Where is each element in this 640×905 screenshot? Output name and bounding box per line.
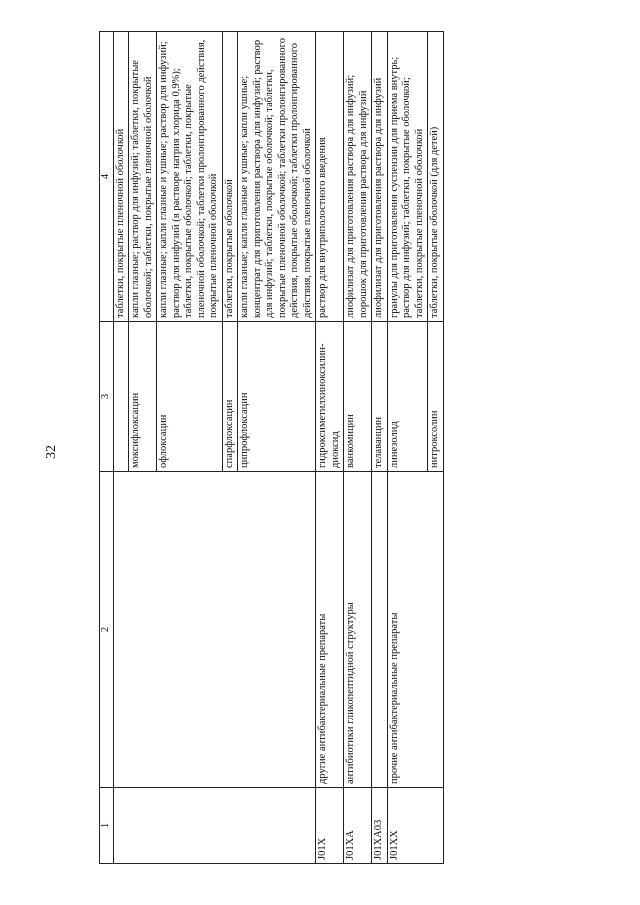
dosage-form-cell: таблетки, покрытые пленочной оболочкой: [113, 32, 129, 322]
drug-name-cell: [113, 322, 129, 472]
dosage-form-cell: капли глазные; раствор для инфузий; таблетки, покрытые оболочкой; таблетки, покрытые пленочной оболочкой: [129, 32, 157, 322]
group-name-cell: [222, 472, 238, 788]
table-row: [113, 32, 129, 864]
atc-code-cell: J01XX: [387, 788, 428, 864]
dosage-form-cell: лиофилизат для приготовления раствора для инфузий; порошок для приготовления раствора для инфузий: [344, 32, 372, 322]
group-name-cell: [238, 472, 316, 788]
dosage-form-cell: таблетки, покрытые оболочкой (для детей): [428, 32, 444, 322]
col-header-1: 1: [100, 788, 114, 864]
group-name-cell: антибиотики гликопептидной структуры: [344, 472, 372, 788]
dosage-form-cell: капли глазные; капли глазные и ушные; раствор для инфузий; раствор для инфузий (в растворе натрия хлорида 0,9%); таблетки, покрытые оболочкой; таблетки, покрытые пленочной оболочкой; таблетки пролонгированного действия, покрытые пленочной оболочкой: [157, 32, 223, 322]
dosage-form-cell: раствор для внутриполостного введения: [316, 32, 344, 322]
table-row: [372, 32, 388, 864]
drug-name-cell: моксифлоксацин: [129, 322, 157, 472]
group-name-cell: другие антибактериальные препараты: [316, 472, 344, 788]
dosage-form-cell: капли глазные; капли глазные и ушные; капли ушные; концентрат для приготовления раствора для инфузий; раствор для инфузий; таблетки, покрытые оболочкой; таблетки, покрытые пленочной оболочкой; таблетки пролонгированного действия, покрытые оболочкой; таблетки пролонгированного действия, покрытые пленочной оболочкой: [238, 32, 316, 322]
group-name-cell: прочие антибактериальные препараты: [387, 472, 428, 788]
drug-name-cell: ципрофлоксацин: [238, 322, 316, 472]
atc-code-cell: [113, 788, 129, 864]
dosage-form-cell: таблетки, покрытые оболочкой: [222, 32, 238, 322]
group-name-cell: [113, 472, 129, 788]
atc-code-cell: [428, 788, 444, 864]
atc-code-cell: [157, 788, 223, 864]
table-row: [129, 32, 157, 864]
group-name-cell: [428, 472, 444, 788]
dosage-form-cell: гранулы для приготовления суспензии для приема внутрь; раствор для инфузий; таблетки, покрытые оболочкой; таблетки, покрытые пленочной оболочкой: [387, 32, 428, 322]
atc-code-cell: J01XA03: [372, 788, 388, 864]
atc-code-cell: [238, 788, 316, 864]
header-row: [100, 32, 114, 864]
table-row: [238, 32, 316, 864]
drug-table: [99, 31, 444, 864]
drug-name-cell: нитроксолин: [428, 322, 444, 472]
table-row: [387, 32, 428, 864]
dosage-form-cell: лиофилизат для приготовления раствора для инфузий: [372, 32, 388, 322]
drug-name-cell: гидроксиметилхиноксилин-диоксид: [316, 322, 344, 472]
table-row: [157, 32, 223, 864]
drug-name-cell: линезолид: [387, 322, 428, 472]
table-row: [344, 32, 372, 864]
group-name-cell: [129, 472, 157, 788]
atc-code-cell: [222, 788, 238, 864]
group-name-cell: [157, 472, 223, 788]
atc-code-cell: J01X: [316, 788, 344, 864]
col-header-4: 4: [100, 32, 114, 322]
drug-name-cell: спарфлоксацин: [222, 322, 238, 472]
table-row: [222, 32, 238, 864]
drug-name-cell: офлоксацин: [157, 322, 223, 472]
atc-code-cell: J01XA: [344, 788, 372, 864]
page-number: 32: [44, 445, 59, 459]
table-row: [316, 32, 344, 864]
drug-table-rotated: [99, 32, 593, 864]
col-header-3: 3: [100, 322, 114, 472]
col-header-2: 2: [100, 472, 114, 788]
table-row: [428, 32, 444, 864]
group-name-cell: [372, 472, 388, 788]
drug-name-cell: телаванцин: [372, 322, 388, 472]
drug-name-cell: ванкомицин: [344, 322, 372, 472]
atc-code-cell: [129, 788, 157, 864]
